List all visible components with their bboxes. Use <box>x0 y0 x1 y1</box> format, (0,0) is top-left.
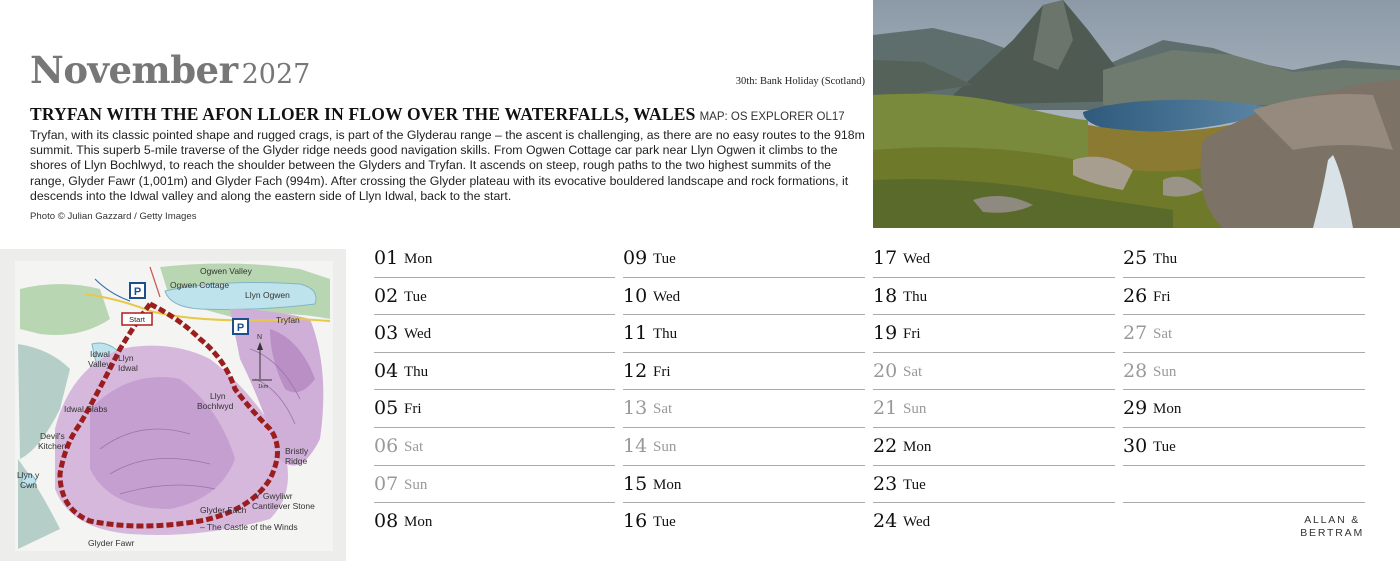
day-number: 05 <box>374 397 399 420</box>
day-name: Mon <box>653 476 682 493</box>
day-name: Sat <box>653 401 673 418</box>
parking-icon: P <box>236 322 245 334</box>
days-column-2 <box>623 240 865 541</box>
day-name: Tue <box>404 288 427 305</box>
map-label-bristly-ridge: Ridge <box>285 456 308 466</box>
day-row <box>1123 315 1365 353</box>
day-row <box>1123 240 1365 278</box>
day-row <box>374 315 615 353</box>
day-row <box>374 353 615 391</box>
day-number: 19 <box>873 322 898 345</box>
day-row <box>623 278 865 316</box>
day-number: 24 <box>873 510 898 533</box>
day-row <box>374 278 615 316</box>
map-label-ogwen-valley: Ogwen Valley <box>200 266 252 276</box>
day-number: 23 <box>873 472 898 495</box>
day-number: 30 <box>1123 434 1148 457</box>
parking-icon: P <box>133 286 142 298</box>
day-row <box>1123 278 1365 316</box>
day-row <box>873 503 1115 541</box>
day-row <box>623 240 865 278</box>
headline-text: TRYFAN WITH THE AFON LLOER IN FLOW OVER THE WATERFALLS, WALES <box>30 104 696 124</box>
day-number: 11 <box>623 322 648 345</box>
day-name: Wed <box>903 514 931 531</box>
day-name: Sun <box>903 401 927 418</box>
day-name: Wed <box>653 288 681 305</box>
map-label-idwal-slabs: Idwal Slabs <box>64 404 108 414</box>
day-name: Tue <box>653 514 676 531</box>
day-name: Sat <box>903 363 923 380</box>
day-number: 21 <box>873 397 898 420</box>
day-row <box>623 390 865 428</box>
day-number: 01 <box>374 247 399 269</box>
day-name: Wed <box>903 251 931 267</box>
day-row <box>1123 353 1365 391</box>
map-label-llyn-y-cwn: Cwn <box>20 480 38 490</box>
day-name: Tue <box>1153 438 1176 455</box>
brand-line: BERTRAM <box>1300 527 1364 539</box>
day-row <box>623 428 865 466</box>
day-row <box>873 428 1115 466</box>
day-name: Tue <box>653 251 676 267</box>
day-name: Fri <box>1153 288 1171 305</box>
day-row <box>873 240 1115 278</box>
day-row <box>374 240 615 278</box>
day-row <box>873 315 1115 353</box>
map-label-glyder-fach: Glyder Fach <box>200 505 247 515</box>
map-label-llyn-idwal: Llyn <box>118 353 134 363</box>
day-number: 10 <box>623 284 648 307</box>
brand-logo <box>1300 514 1364 540</box>
feature-description: Tryfan, with its classic pointed shape and rugged crags, is part of the Glyderau range – the ascent is challenging, as there are no easy routes to the 918m summit. This superb 5-mile traverse of the Glyder ridge needs good navigation skills. From Ogwen Cottage car park near Llyn Ogwen it climbs to the shores of Llyn Bochlwyd, to reach the shoulder between the Glyders and Tryfan. It ascends on steep, rough paths to the two highest summits of the range, Glyder Fawr (1,001m) and Glyder Fach (994m). After crossing the Glyder plateau with its evocative bouldered landscape and rock formations, it descends into the Idwal valley and along the eastern side of Llyn Idwal, back to the start. <box>30 128 865 203</box>
map-label-bristly-ridge: Bristly <box>285 446 309 456</box>
days-column-3 <box>873 240 1115 541</box>
day-row-empty <box>1123 466 1365 504</box>
day-number: 29 <box>1123 397 1148 420</box>
day-number: 06 <box>374 434 399 457</box>
day-number: 16 <box>623 510 648 533</box>
day-name: Thu <box>653 326 678 343</box>
day-number: 12 <box>623 359 648 382</box>
day-name: Sat <box>404 438 424 455</box>
day-number: 08 <box>374 510 399 533</box>
day-row <box>873 390 1115 428</box>
map-label-llyn-idwal: Idwal <box>118 363 138 373</box>
month-name: November <box>30 48 238 92</box>
map-label-devils-kitchen: Devil's <box>40 431 65 441</box>
day-number: 15 <box>623 472 648 495</box>
day-number: 26 <box>1123 284 1148 307</box>
map-label-start: Start <box>129 315 145 324</box>
day-name: Mon <box>404 514 433 531</box>
map-label-idwal-valley: Valley <box>88 359 111 369</box>
day-number: 13 <box>623 397 648 420</box>
day-number: 02 <box>374 284 399 307</box>
brand-line: ALLAN & <box>1304 514 1361 526</box>
day-name: Sun <box>653 438 677 455</box>
days-column-4 <box>1123 240 1365 503</box>
day-number: 04 <box>374 359 399 382</box>
day-name: Tue <box>903 476 926 493</box>
map-label-cantilever-stone: Cantilever Stone <box>252 501 315 511</box>
north-label: N <box>257 334 263 341</box>
day-row <box>374 503 615 541</box>
route-map <box>0 249 346 561</box>
map-label-llyn-bochlwyd: Llyn <box>210 391 226 401</box>
day-number: 20 <box>873 359 898 382</box>
landscape-photo <box>873 0 1400 228</box>
day-name: Mon <box>404 251 433 267</box>
feature-headline <box>30 104 845 125</box>
day-number: 07 <box>374 472 399 495</box>
day-number: 25 <box>1123 247 1148 269</box>
day-number: 14 <box>623 434 648 457</box>
day-name: Sat <box>1153 326 1173 343</box>
map-label-llyn-ogwen: Llyn Ogwen <box>245 290 290 300</box>
day-name: Thu <box>903 288 928 305</box>
day-name: Fri <box>653 363 671 380</box>
day-row <box>1123 428 1365 466</box>
day-row <box>374 466 615 504</box>
map-label-idwal-valley: Idwal <box>90 349 110 359</box>
day-name: Fri <box>903 326 921 343</box>
day-number: 03 <box>374 322 399 345</box>
year: 2027 <box>241 59 311 90</box>
map-label-cantilever-stone: Y Gwyliwr <box>255 491 293 501</box>
map-label-ogwen-cottage: Ogwen Cottage <box>170 280 230 290</box>
day-number: 18 <box>873 284 898 307</box>
day-row <box>623 503 865 541</box>
day-name: Sun <box>1153 363 1177 380</box>
holiday-note: 30th: Bank Holiday (Scotland) <box>735 76 865 87</box>
day-row <box>1123 390 1365 428</box>
day-name: Wed <box>404 326 432 343</box>
day-name: Mon <box>1153 401 1182 418</box>
month-title <box>30 48 310 92</box>
day-number: 27 <box>1123 322 1148 345</box>
day-row <box>623 353 865 391</box>
map-label-devils-kitchen: Kitchen <box>38 441 67 451</box>
day-number: 28 <box>1123 359 1148 382</box>
day-name: Fri <box>404 401 422 418</box>
photo-credit: Photo © Julian Gazzard / Getty Images <box>30 211 197 222</box>
day-name: Thu <box>404 363 429 380</box>
days-column-1 <box>374 240 615 541</box>
map-label-tryfan: Tryfan <box>276 315 300 325</box>
scale-label: 1km <box>258 384 269 390</box>
day-number: 22 <box>873 434 898 457</box>
day-row <box>873 353 1115 391</box>
day-row <box>873 278 1115 316</box>
day-row <box>873 466 1115 504</box>
map-label-glyder-fawr: Glyder Fawr <box>88 538 135 548</box>
day-row <box>623 315 865 353</box>
map-reference: MAP: OS EXPLORER OL17 <box>699 111 845 123</box>
day-number: 09 <box>623 247 648 269</box>
map-label-llyn-bochlwyd: Bochlwyd <box>197 401 234 411</box>
day-number: 17 <box>873 247 898 269</box>
day-row <box>374 390 615 428</box>
day-name: Mon <box>903 438 932 455</box>
day-name: Sun <box>404 476 428 493</box>
day-name: Thu <box>1153 251 1178 267</box>
day-row <box>623 466 865 504</box>
map-label-llyn-y-cwn: Llyn y <box>17 470 40 480</box>
day-row <box>374 428 615 466</box>
map-label-castle-of-the-winds: – The Castle of the Winds <box>200 522 298 532</box>
